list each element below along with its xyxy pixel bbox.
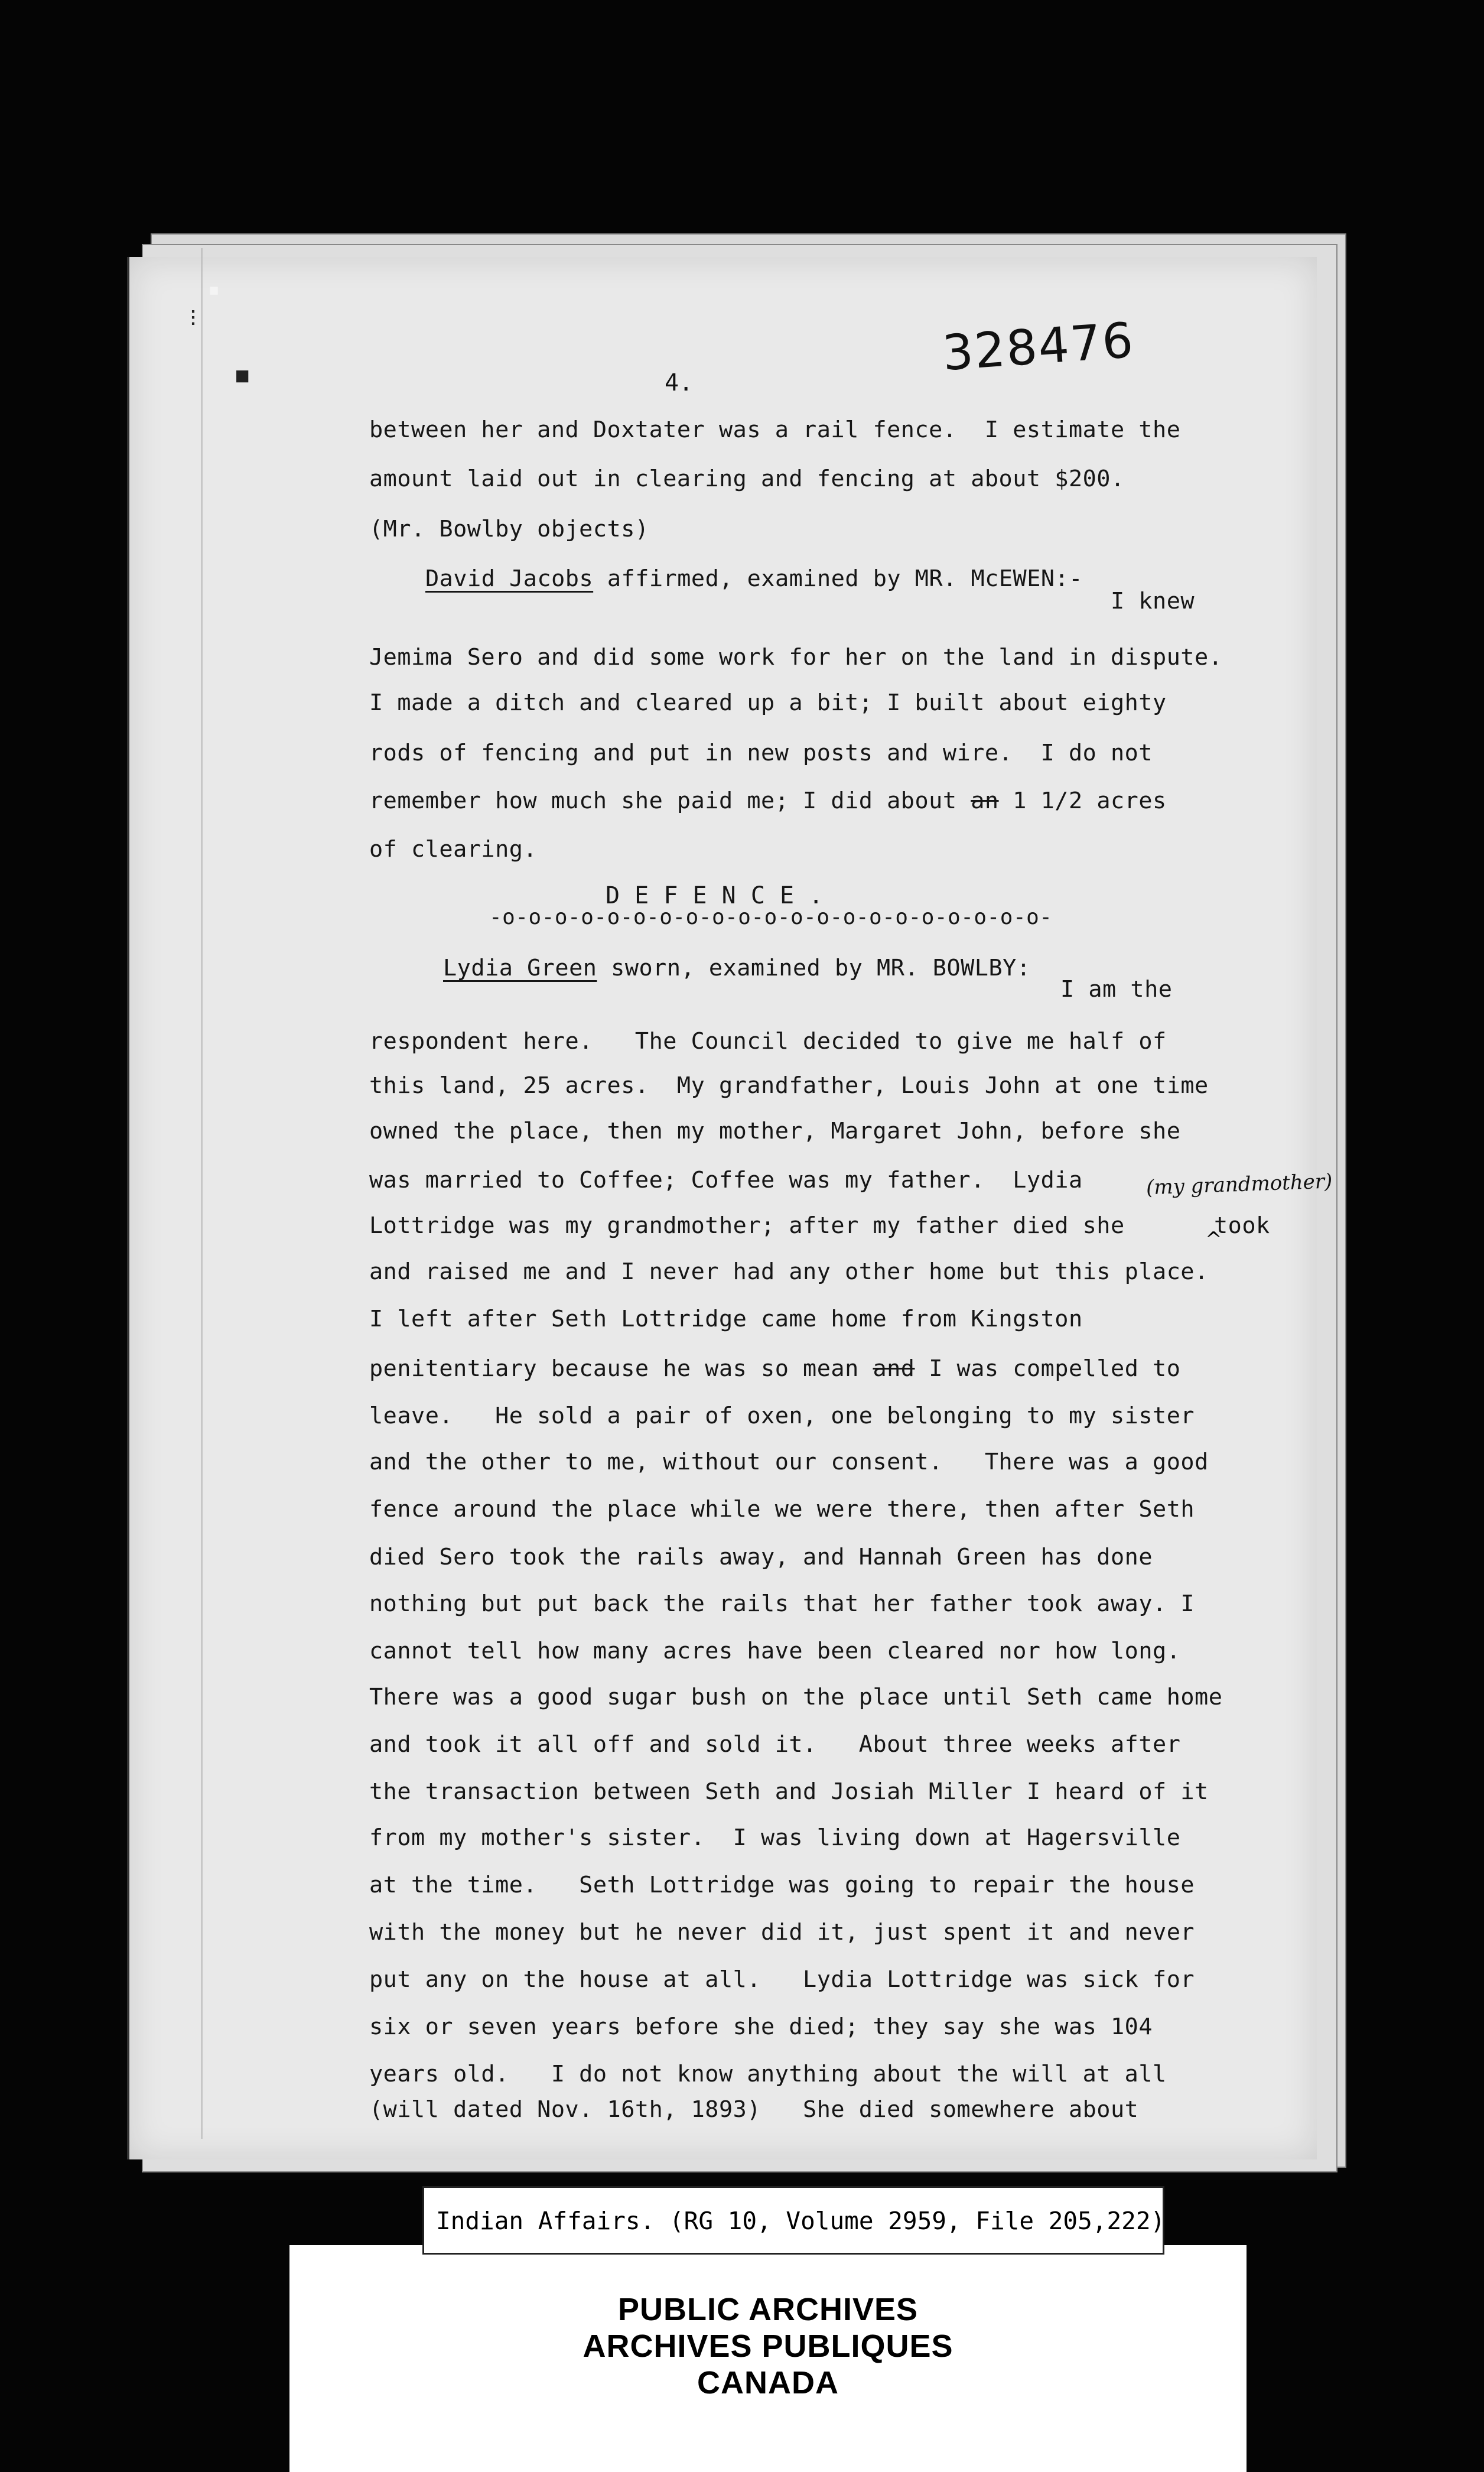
binder-hole-mark: ⋮: [184, 307, 202, 328]
witness-examination: sworn, examined by MR. BOWLBY:: [597, 955, 1031, 981]
text-line: I made a ditch and cleared up a bit; I built about eighty: [369, 689, 1167, 716]
margin-line: [201, 248, 203, 2139]
text-line: leave. He sold a pair of oxen, one belonging to my sister: [369, 1403, 1195, 1429]
witness-name: Lydia Green: [443, 955, 597, 981]
file-number: 328476: [940, 312, 1136, 382]
text-line: rods of fencing and put in new posts and wire. I do not: [369, 740, 1153, 766]
archives-footer: [289, 2245, 1247, 2472]
text-line: this land, 25 acres. My grandfather, Louis John at one time: [369, 1072, 1209, 1099]
text-line: put any on the house at all. Lydia Lottridge was sick for: [369, 1966, 1195, 1993]
text-line: and raised me and I never had any other home but this place.: [369, 1258, 1209, 1285]
text-line: of clearing.: [369, 836, 538, 863]
archives-name-fr: ARCHIVES PUBLIQUES: [582, 2328, 953, 2364]
text-line: respondent here. The Council decided to give me half of: [369, 1028, 1167, 1055]
text-line: was married to Coffee; Coffee was my father. Lydia: [369, 1167, 1083, 1193]
text-line: amount laid out in clearing and fencing at about $200.: [369, 466, 1125, 492]
reference-caption: Indian Affairs. (RG 10, Volume 2959, File 205,222): [436, 2207, 1166, 2235]
handwritten-insert: (my grandmother): [1145, 1169, 1333, 1200]
insert-caret: ^: [1205, 1228, 1222, 1251]
text-line: took: [1214, 1212, 1270, 1239]
text-line: fence around the place while we were there, then after Seth: [369, 1496, 1195, 1523]
text-line: Jemima Sero and did some work for her on the land in dispute.: [369, 644, 1223, 671]
text-line: six or seven years before she died; they say she was 104: [369, 2014, 1153, 2040]
text-line: [369, 788, 1167, 814]
text-line: the transaction between Seth and Josiah Miller I heard of it: [369, 1778, 1209, 1805]
text-line: I am the: [1060, 976, 1173, 1003]
text-segment: penitentiary because he was so mean: [369, 1355, 859, 1382]
text-line: nothing but put back the rails that her father took away. I: [369, 1590, 1195, 1617]
text-line: from my mother's sister. I was living down at Hagersville: [369, 1824, 1181, 1851]
archives-country: CANADA: [697, 2365, 839, 2401]
text-line: with the money but he never did it, just spent it and never: [369, 1919, 1195, 1946]
section-divider: -o-o-o-o-o-o-o-o-o-o-o-o-o-o-o-o-o-o-o-o-o-: [489, 905, 1053, 929]
text-line: cannot tell how many acres have been cleared nor how long.: [369, 1638, 1181, 1664]
struck-text: an: [971, 788, 999, 814]
text-line: years old. I do not know anything about the will at all: [369, 2061, 1167, 2087]
binder-hole-mark: ▪: [208, 278, 220, 301]
text-line: between her and Doxtater was a rail fence. I estimate the: [369, 417, 1181, 443]
witness-heading: [425, 565, 1083, 592]
reference-label: [422, 2186, 1164, 2255]
page-number: 4.: [665, 369, 694, 396]
section-heading: D E F E N C E .: [606, 882, 824, 909]
text-line: [369, 1355, 1180, 1382]
text-segment: 1 1/2 acres: [1013, 788, 1167, 814]
text-line: I knew: [1111, 588, 1195, 614]
struck-text: and: [873, 1355, 915, 1382]
text-segment: remember how much she paid me; I did about: [369, 788, 971, 814]
text-line: died Sero took the rails away, and Hannah Green has done: [369, 1544, 1153, 1570]
text-line: and the other to me, without our consent. There was a good: [369, 1449, 1209, 1475]
witness-heading: [443, 955, 1031, 981]
text-segment: I was compelled to: [929, 1355, 1181, 1382]
text-line: There was a good sugar bush on the place until Seth came home: [369, 1684, 1223, 1710]
binder-hole-mark: ■: [236, 363, 249, 387]
text-line: (Mr. Bowlby objects): [369, 516, 649, 542]
archives-name-en: PUBLIC ARCHIVES: [617, 2292, 919, 2327]
witness-name: David Jacobs: [425, 565, 594, 592]
text-line: I left after Seth Lottridge came home from Kingston: [369, 1306, 1083, 1332]
witness-examination: affirmed, examined by MR. McEWEN:-: [593, 565, 1083, 592]
text-line: owned the place, then my mother, Margaret John, before she: [369, 1118, 1181, 1144]
text-line: at the time. Seth Lottridge was going to repair the house: [369, 1872, 1195, 1898]
text-line: Lottridge was my grandmother; after my father died she: [369, 1212, 1125, 1239]
text-line: (will dated Nov. 16th, 1893) She died somewhere about: [369, 2096, 1139, 2123]
text-line: and took it all off and sold it. About three weeks after: [369, 1731, 1181, 1758]
